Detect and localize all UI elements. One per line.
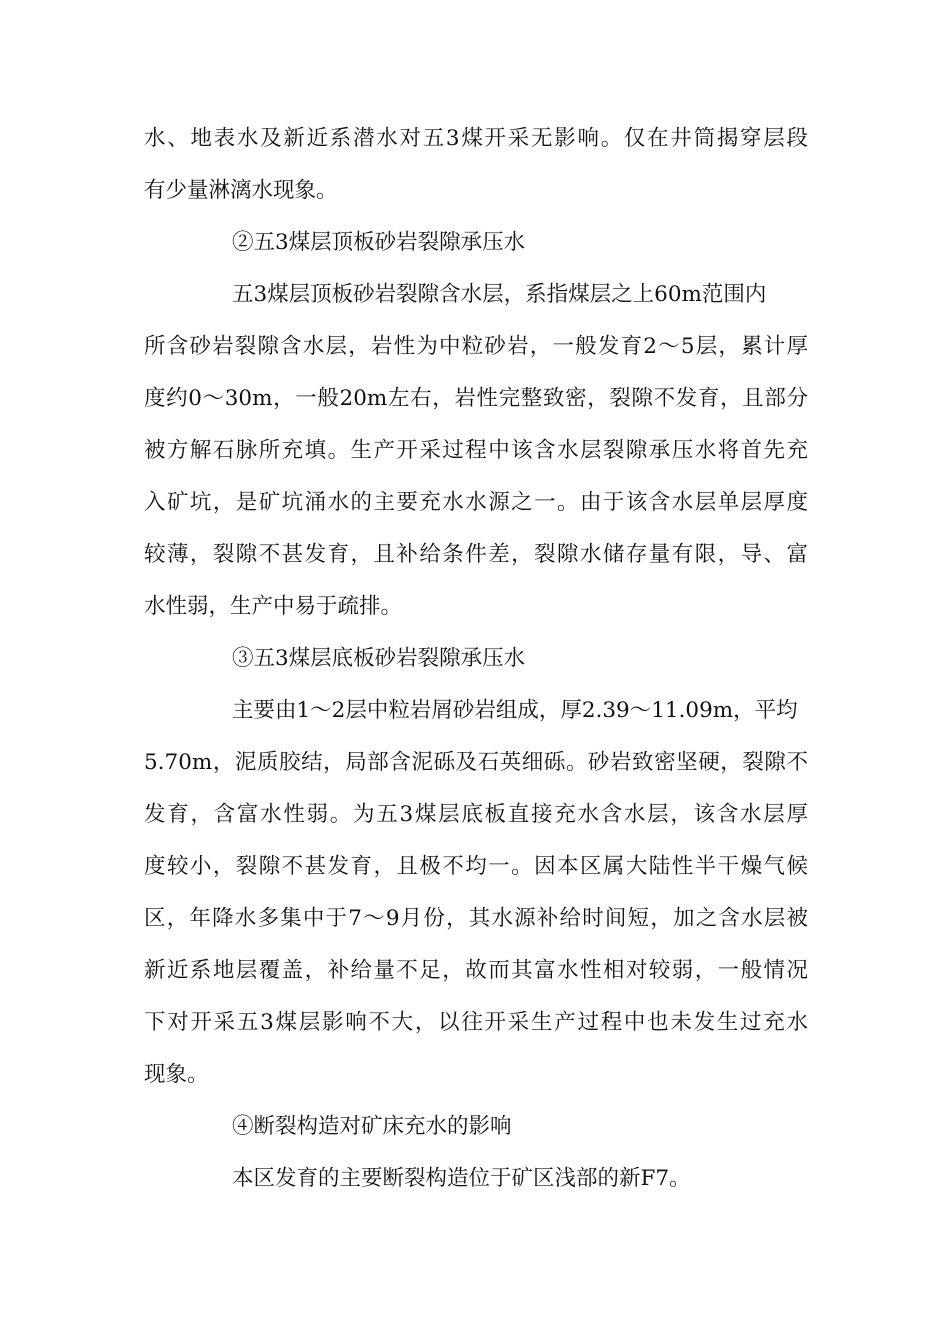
text-line: 主要由1～2层中粒岩屑砂岩组成，厚2.39～11.09m，平均 [232,698,798,723]
text-line: 5.70m，泥质胶结，局部含泥砾及石英细砾。砂岩致密坚硬，裂隙不 [144,750,808,775]
section-heading: ③五3煤层底板砂岩裂隙承压水 [232,646,526,671]
text-line: 下对开采五3煤层影响不大，以往开采生产过程中也未发生过充水 [144,1010,808,1035]
text-line: 度较小，裂隙不甚发育，且极不均一。因本区属大陆性半干燥气候 [144,854,808,879]
text-line: 有少量淋漓水现象。 [144,178,338,203]
text-line: 度约0～30m，一般20m左右，岩性完整致密，裂隙不发育，且部分 [144,386,808,411]
text-line: 区，年降水多集中于7～9月份，其水源补给时间短，加之含水层被 [144,906,808,931]
text-line: 较薄，裂隙不甚发育，且补给条件差，裂隙水储存量有限，导、富 [144,542,808,567]
text-line: 被方解石脉所充填。生产开采过程中该含水层裂隙承压水将首先充 [144,438,808,463]
text-line: 本区发育的主要断裂构造位于矿区浅部的新F7。 [232,1166,691,1191]
text-line: 五3煤层顶板砂岩裂隙含水层，系指煤层之上60m范围内 [232,282,767,307]
text-line: 所含砂岩裂隙含水层，岩性为中粒砂岩，一般发育2～5层，累计厚 [144,334,808,359]
section-heading: ②五3煤层顶板砂岩裂隙承压水 [232,230,526,255]
section-heading: ④断裂构造对矿床充水的影响 [232,1114,512,1139]
text-line: 水性弱，生产中易于疏排。 [144,594,403,619]
text-line: 水、地表水及新近系潜水对五3煤开采无影响。仅在井筒揭穿层段 [144,126,808,151]
text-line: 现象。 [144,1062,209,1087]
text-line: 入矿坑，是矿坑涌水的主要充水水源之一。由于该含水层单层厚度 [144,490,808,515]
document-body [144,113,808,1205]
text-line: 发育，含富水性弱。为五3煤层底板直接充水含水层，该含水层厚 [144,802,808,827]
text-line: 新近系地层覆盖，补给量不足，故而其富水性相对较弱，一般情况 [144,958,808,983]
